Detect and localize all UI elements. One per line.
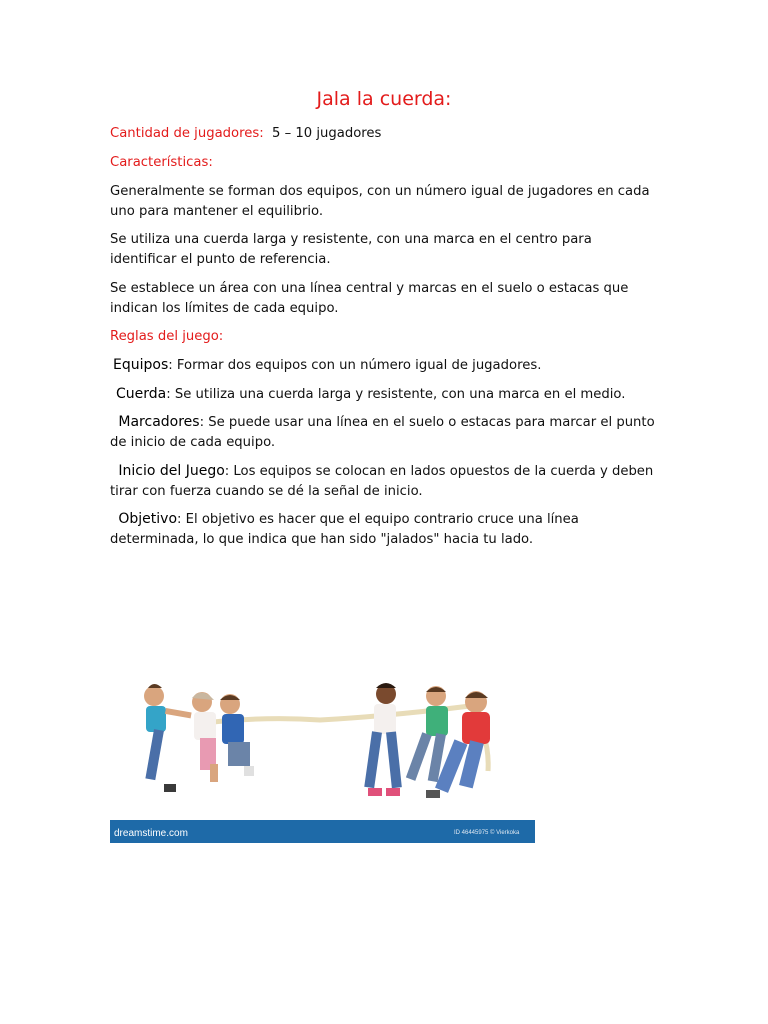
rule-term: Inicio del Juego [118, 463, 225, 479]
rule-equipos [110, 356, 661, 376]
rule-term: Equipos [113, 357, 169, 373]
rule-text: : El objetivo es hacer que el equipo contrario cruce una línea determinada, lo que indica que han sido "jalados" hacia tu lado. [110, 512, 579, 547]
characteristic-paragraph-2: Se utiliza una cuerda larga y resistente, con una marca en el centro para identificar el punto de referencia. [110, 232, 592, 267]
players-line [110, 124, 658, 144]
watermark-left: dreamstime.com [114, 828, 188, 839]
tug-of-war-photo [110, 646, 535, 843]
rule-text: : Formar dos equipos con un número igual de jugadores. [168, 358, 542, 373]
rule-term: Objetivo [118, 511, 178, 527]
rules-heading: Reglas del juego: [110, 329, 224, 344]
rule-term: Cuerda [116, 386, 167, 402]
characteristic-paragraph-1: Generalmente se forman dos equipos, con un número igual de jugadores en cada uno para mantener el equilibrio. [110, 184, 650, 219]
characteristic-paragraph-3: Se establece un área con una línea central y marcas en el suelo o estacas que indican los límites de cada equipo. [110, 281, 629, 316]
rule-cuerda [110, 385, 658, 405]
rule-text: : Se puede usar una línea en el suelo o estacas para marcar el punto de inicio de cada equipo. [110, 415, 655, 450]
characteristics-heading: Características: [110, 155, 213, 170]
rule-text: : Se utiliza una cuerda larga y resistente, con una marca en el medio. [166, 387, 626, 402]
rule-marcadores [110, 413, 658, 452]
players-label: Cantidad de jugadores: [110, 126, 264, 141]
kids-illustration [110, 646, 535, 843]
rule-term: Marcadores [118, 414, 200, 430]
rule-text: : Los equipos se colocan en lados opuestos de la cuerda y deben tirar con fuerza cuando se dé la señal de inicio. [110, 464, 654, 499]
document-title: Jala la cuerda: [316, 88, 452, 110]
rule-objetivo [110, 510, 658, 549]
players-value: 5 – 10 jugadores [272, 126, 382, 141]
rule-inicio [110, 462, 658, 501]
watermark-right: ID 46445975 © Vierkoka [454, 830, 520, 836]
